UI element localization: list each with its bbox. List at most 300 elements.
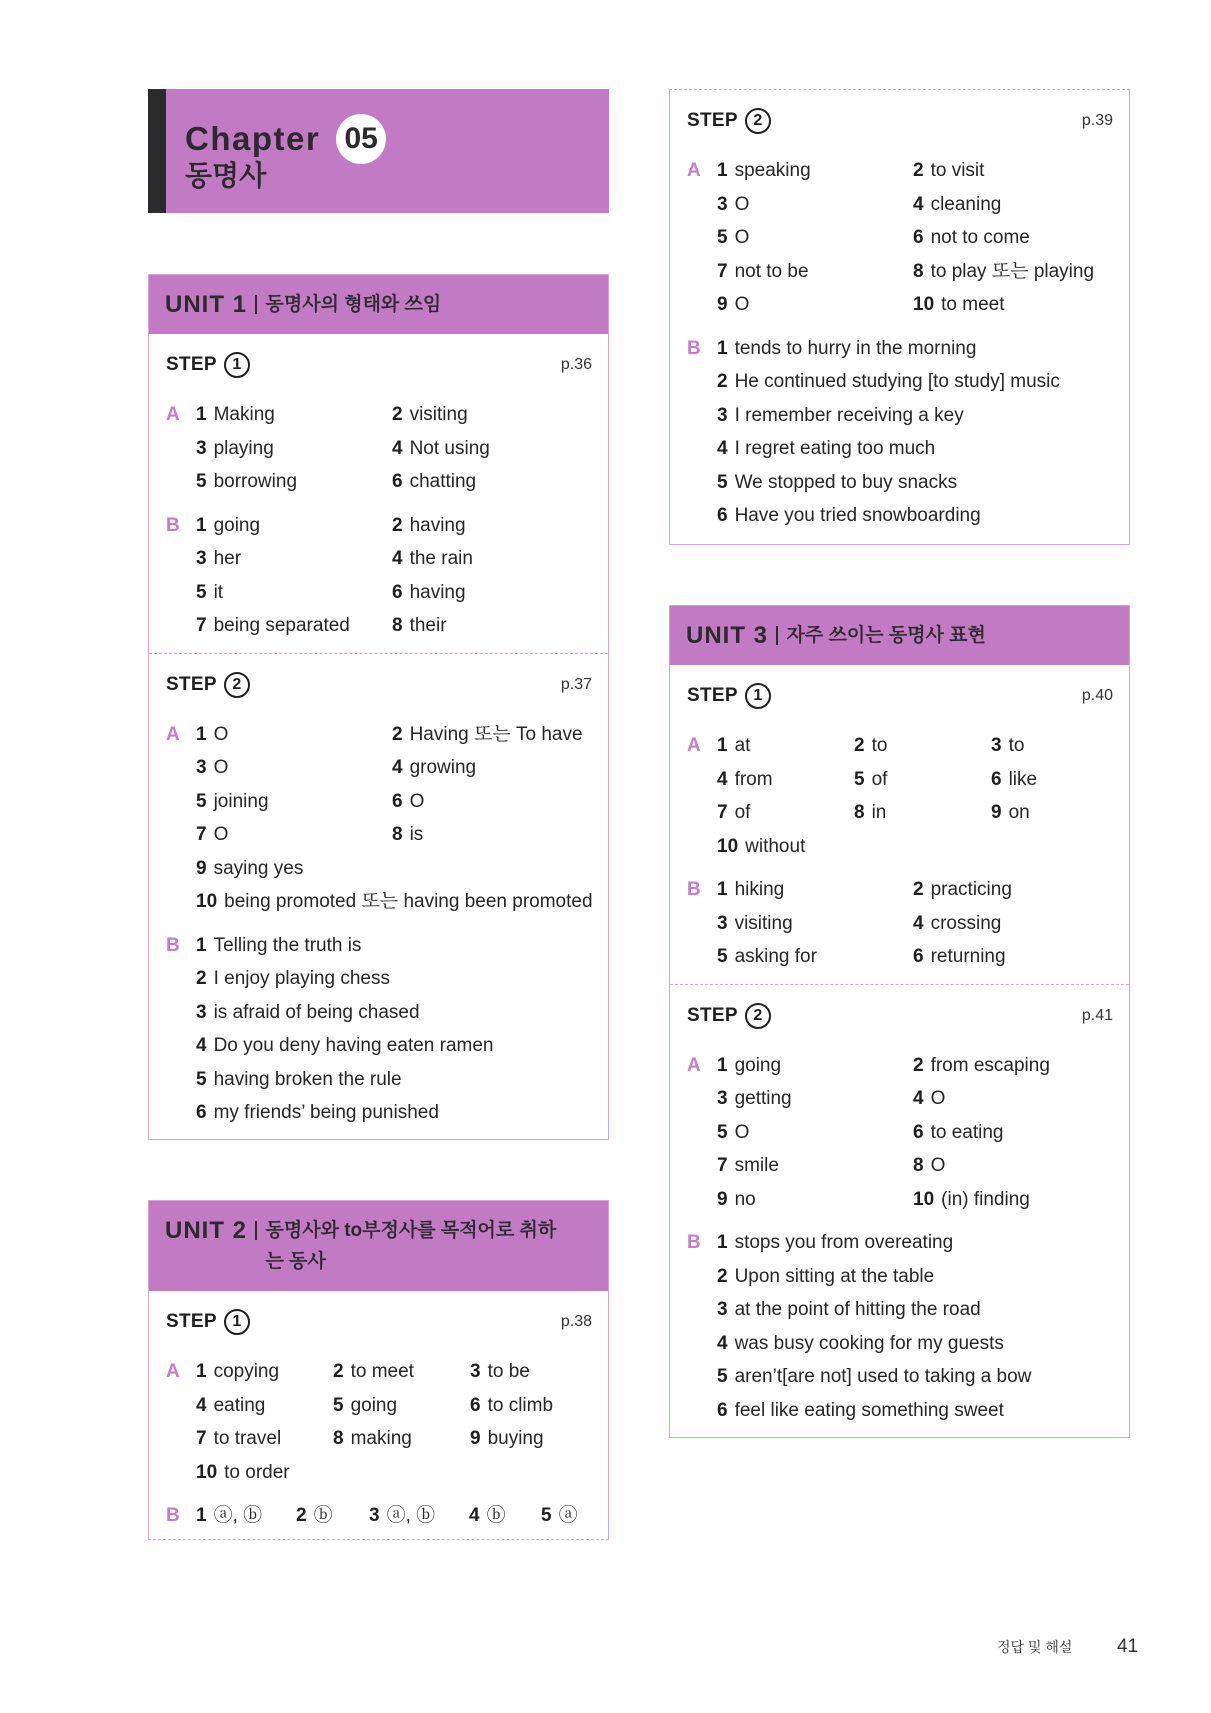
answer-number: 5	[196, 471, 207, 492]
group-letter: A	[687, 1054, 701, 1076]
answer-text: O	[213, 757, 229, 778]
answer-item	[717, 154, 913, 188]
answer-item	[717, 466, 1129, 500]
step-heading	[670, 104, 1129, 138]
answer-number: 6	[717, 505, 728, 526]
answer-item	[296, 1499, 369, 1533]
group-letter: A	[687, 735, 701, 756]
answer-text: it	[213, 581, 224, 603]
group-letter: B	[687, 1232, 701, 1253]
answer-item	[196, 1499, 296, 1533]
answer-number: 4	[717, 438, 728, 459]
answer-number: 3	[717, 912, 728, 934]
answer-text: to climb	[487, 1394, 554, 1416]
answer-item	[717, 1049, 913, 1083]
answer-number: 2	[392, 404, 403, 425]
answer-text: to travel	[213, 1428, 282, 1449]
answer-text: He continued studying [to study] music	[734, 371, 1060, 392]
step-heading	[149, 348, 608, 382]
answer-item	[717, 1149, 913, 1183]
answer-number: 8	[913, 1155, 924, 1176]
answer-number: 7	[196, 615, 207, 636]
answer-number: 1	[196, 934, 207, 956]
answer-item	[196, 542, 392, 576]
answer-number: 9	[991, 802, 1002, 823]
step-heading	[670, 679, 1129, 713]
answer-number: 6	[196, 1102, 207, 1123]
answer-number: 1	[196, 1505, 207, 1526]
group-letter: A	[687, 160, 701, 181]
answer-item	[392, 542, 608, 576]
answer-text: to eating	[930, 1121, 1004, 1143]
step-section	[149, 1291, 608, 1543]
step-number-badge: 1	[745, 683, 771, 709]
answer-item	[913, 1116, 1129, 1150]
answer-item	[470, 1389, 608, 1423]
answer-text: speaking	[734, 160, 811, 181]
answer-number: 3	[196, 437, 207, 459]
answer-item	[196, 1456, 333, 1490]
step-number-badge: 2	[745, 108, 771, 134]
answer-group	[670, 154, 1129, 322]
answer-item	[392, 718, 608, 752]
answer-number: 4	[717, 768, 728, 790]
header-divider	[255, 295, 257, 314]
answer-item	[717, 255, 913, 289]
answer-number: 4	[717, 1332, 728, 1354]
answer-item	[717, 729, 854, 763]
answer-number: 4	[913, 912, 924, 934]
answer-item	[392, 576, 608, 610]
answer-number: 5	[196, 581, 207, 603]
answer-list	[196, 398, 608, 499]
answer-text: her	[213, 548, 242, 569]
answer-number: 10	[196, 891, 218, 912]
answer-group	[670, 1049, 1129, 1217]
answer-number: 5	[717, 1121, 728, 1143]
answer-number: 4	[196, 1394, 207, 1416]
step-number-badge: 1	[224, 1309, 250, 1335]
answer-number: 6	[913, 1121, 924, 1143]
answer-item	[913, 188, 1129, 222]
answer-item	[913, 1149, 1129, 1183]
answer-item	[717, 907, 913, 941]
answer-number: 3	[196, 1001, 207, 1023]
answer-text: no	[734, 1188, 756, 1210]
answer-item	[196, 609, 392, 643]
header-divider	[255, 1221, 257, 1240]
step-label: STEP	[687, 1004, 738, 1026]
answer-text: to visit	[930, 160, 985, 181]
answer-text: O	[734, 1121, 750, 1143]
answer-text: We stopped to buy snacks	[734, 471, 958, 493]
answer-number: 5	[196, 790, 207, 812]
answer-number: 6	[392, 790, 403, 812]
answer-number: 2	[392, 723, 403, 745]
answer-text: O	[734, 294, 750, 315]
answer-text: O	[213, 824, 229, 845]
answer-number: 2	[196, 968, 207, 989]
chapter-heading	[185, 114, 386, 164]
answer-text: visiting	[409, 404, 468, 425]
answer-text: Telling the truth is	[213, 934, 362, 956]
answer-number: 2	[717, 371, 728, 392]
answer-text: ⓐ, ⓑ	[213, 1505, 263, 1526]
answer-text: chatting	[409, 471, 477, 492]
answer-number: 5	[717, 946, 728, 967]
answer-item	[717, 1226, 1129, 1260]
answer-number: 7	[717, 802, 728, 823]
answer-text: saying yes	[213, 857, 304, 879]
footer-section-label: 정답 및 해설	[997, 1639, 1073, 1655]
answer-item	[717, 1394, 1129, 1428]
answer-number: 3	[991, 735, 1002, 756]
answer-item	[717, 432, 1129, 466]
answer-item	[913, 1082, 1129, 1116]
answer-number: 6	[392, 471, 403, 492]
answer-item	[717, 1082, 913, 1116]
answer-text: to	[871, 735, 888, 756]
answer-item	[392, 509, 608, 543]
answer-text: having broken the rule	[213, 1068, 402, 1090]
answer-number: 6	[913, 227, 924, 248]
answer-list	[717, 729, 1129, 863]
answer-text: going	[734, 1054, 782, 1076]
unit-header	[149, 1201, 608, 1291]
unit-2-continued-box	[669, 89, 1130, 545]
answer-text: asking for	[734, 946, 817, 967]
answer-item	[854, 729, 991, 763]
page-reference: p.37	[560, 675, 592, 693]
unit-label: UNIT 1	[165, 291, 248, 318]
answer-item	[392, 818, 608, 852]
answer-text: I enjoy playing chess	[213, 968, 390, 989]
group-letter: A	[166, 1361, 180, 1382]
answer-text: I remember receiving a key	[734, 404, 964, 426]
answer-number: 3	[470, 1361, 481, 1382]
answer-number: 7	[196, 1428, 207, 1449]
answer-number: 2	[333, 1361, 344, 1382]
answer-text: feel like eating something sweet	[734, 1399, 1004, 1421]
answer-text: O	[734, 227, 750, 248]
chapter-number-badge: 05	[336, 114, 386, 164]
answer-item	[470, 1422, 608, 1456]
answer-text: practicing	[930, 879, 1012, 900]
answer-text: tends to hurry in the morning	[734, 337, 977, 359]
answer-number: 10	[717, 835, 739, 857]
answer-item	[196, 929, 608, 963]
answer-number: 5	[541, 1505, 552, 1526]
answer-text: buying	[487, 1428, 544, 1449]
answer-list	[196, 718, 608, 919]
page-reference: p.39	[1081, 112, 1113, 129]
answer-item	[196, 1096, 608, 1130]
answer-item	[392, 465, 608, 499]
answer-text: cleaning	[930, 193, 1002, 215]
answer-item	[196, 785, 392, 819]
answer-item	[913, 221, 1129, 255]
answer-number: 4	[392, 757, 403, 778]
step-heading	[149, 1305, 608, 1339]
answer-number: 4	[392, 548, 403, 569]
answer-text: like	[1008, 768, 1038, 790]
answer-item	[196, 432, 392, 466]
answer-text: stops you from overeating	[734, 1232, 954, 1253]
step-label: STEP	[687, 110, 738, 131]
answer-text: on	[1008, 802, 1030, 823]
answer-item	[717, 1327, 1129, 1361]
answer-item	[333, 1355, 470, 1389]
answer-item	[717, 940, 913, 974]
answer-item	[913, 255, 1129, 289]
answer-number: 4	[392, 437, 403, 459]
answer-text: of	[871, 768, 888, 790]
answer-item	[717, 221, 913, 255]
answer-list	[717, 873, 1129, 974]
answer-item	[717, 365, 1129, 399]
answer-item	[854, 763, 991, 797]
answer-item	[717, 1116, 913, 1150]
answer-number: 2	[913, 879, 924, 900]
answer-text: my friends’ being punished	[213, 1102, 439, 1123]
answer-text: Upon sitting at the table	[734, 1265, 935, 1287]
answer-text: was busy cooking for my guests	[734, 1332, 1004, 1354]
answer-text: being separated	[213, 615, 350, 636]
answer-text: I regret eating too much	[734, 438, 936, 459]
answer-text: Having 또는 To have	[409, 723, 583, 745]
answer-number: 5	[854, 768, 865, 790]
answer-item	[913, 1049, 1129, 1083]
group-letter: B	[687, 337, 701, 359]
answer-group	[149, 509, 608, 643]
step-label: STEP	[166, 354, 217, 375]
unit-3-box	[669, 605, 1130, 1438]
group-letter: A	[166, 723, 180, 745]
answer-text: Not using	[409, 437, 490, 459]
answer-group	[670, 1226, 1129, 1427]
answer-group	[149, 1499, 608, 1533]
answer-item	[392, 751, 608, 785]
answer-number: 5	[717, 471, 728, 493]
step-label: STEP	[687, 685, 738, 706]
answer-list	[196, 929, 608, 1130]
answer-number: 5	[196, 1068, 207, 1090]
chapter-label: Chapter	[185, 120, 321, 157]
answer-item	[333, 1389, 470, 1423]
step-section	[670, 984, 1129, 1438]
answer-number: 1	[196, 1361, 207, 1382]
answer-text: not to be	[734, 260, 809, 282]
page-reference: p.41	[1081, 1006, 1113, 1024]
answer-item	[541, 1499, 608, 1533]
answer-number: 2	[392, 514, 403, 536]
answer-item	[196, 576, 392, 610]
answer-group	[149, 398, 608, 499]
answer-item	[913, 873, 1129, 907]
answer-number: 1	[717, 160, 728, 181]
answer-text: from escaping	[930, 1054, 1050, 1076]
answer-group	[670, 729, 1129, 863]
answer-list	[717, 332, 1129, 533]
answer-text: joining	[213, 790, 269, 812]
answer-number: 3	[717, 193, 728, 215]
answer-item	[196, 962, 608, 996]
answer-text: to play 또는 playing	[930, 260, 1095, 282]
answer-item	[392, 609, 608, 643]
answer-number: 3	[717, 1088, 728, 1109]
answer-number: 6	[991, 768, 1002, 790]
answer-list	[196, 1355, 608, 1489]
answer-item	[196, 852, 608, 886]
answer-text: O	[734, 193, 750, 215]
answer-item	[196, 1029, 608, 1063]
header-divider	[776, 626, 778, 645]
answer-item	[991, 729, 1129, 763]
answer-item	[717, 830, 854, 864]
answer-text: smile	[734, 1155, 779, 1176]
answer-number: 10	[196, 1461, 218, 1483]
step-number-badge: 1	[224, 352, 250, 378]
step-label: STEP	[166, 673, 217, 695]
answer-item	[392, 785, 608, 819]
answer-group	[149, 929, 608, 1130]
answer-number: 4	[469, 1505, 480, 1526]
answer-number: 2	[717, 1265, 728, 1287]
answer-number: 1	[717, 1232, 728, 1253]
answer-text: aren’t[are not] used to taking a bow	[734, 1366, 1032, 1387]
answer-list	[717, 1049, 1129, 1217]
answer-item	[333, 1422, 470, 1456]
answer-text: at the point of hitting the road	[734, 1299, 981, 1320]
group-letter: A	[166, 404, 180, 425]
answer-number: 1	[717, 879, 728, 900]
answer-number: 6	[392, 581, 403, 603]
answer-item	[717, 796, 854, 830]
answer-text: ⓐ	[558, 1505, 578, 1526]
answer-number: 7	[717, 1155, 728, 1176]
answer-text: is	[409, 824, 424, 845]
answer-number: 6	[717, 1399, 728, 1421]
answer-item	[913, 154, 1129, 188]
unit-label: UNIT 3	[686, 622, 769, 649]
answer-list	[196, 1499, 608, 1533]
answer-item	[196, 718, 392, 752]
group-letter: B	[166, 1505, 180, 1526]
answer-item	[913, 907, 1129, 941]
answer-number: 10	[913, 1188, 935, 1210]
answer-text: being promoted 또는 having been promoted	[224, 891, 593, 912]
answer-item	[717, 499, 1129, 533]
answer-text: O	[930, 1088, 946, 1109]
answer-number: 8	[854, 802, 865, 823]
group-letter: B	[687, 879, 701, 900]
answer-number: 9	[717, 1188, 728, 1210]
unit-header	[670, 606, 1129, 665]
answer-list	[717, 1226, 1129, 1427]
answer-number: 2	[296, 1505, 307, 1526]
chapter-accent-bar	[148, 89, 166, 213]
answer-text: having	[409, 581, 466, 603]
group-letter: B	[166, 514, 180, 536]
answer-item	[196, 1422, 333, 1456]
answer-number: 9	[470, 1428, 481, 1449]
answer-number: 1	[717, 735, 728, 756]
answer-text: the rain	[409, 548, 473, 569]
answer-item	[196, 885, 608, 919]
unit-header	[149, 275, 608, 334]
unit-title: 동명사의 형태와 쓰임	[265, 294, 442, 315]
step-number-badge: 2	[745, 1003, 771, 1029]
page-reference: p.36	[560, 356, 592, 373]
answer-number: 8	[333, 1428, 344, 1449]
step-section	[670, 90, 1129, 543]
answer-number: 1	[717, 1054, 728, 1076]
answer-text: getting	[734, 1088, 792, 1109]
answer-text: at	[734, 735, 751, 756]
answer-item	[717, 873, 913, 907]
answer-item	[717, 1360, 1129, 1394]
answer-number: 1	[196, 404, 207, 425]
answer-number: 8	[392, 615, 403, 636]
step-section	[149, 653, 608, 1140]
answer-number: 4	[196, 1035, 207, 1056]
answer-item	[196, 1355, 333, 1389]
answer-text: Have you tried snowboarding	[734, 505, 981, 526]
unit-2-box	[148, 1200, 609, 1540]
answer-item	[913, 1183, 1129, 1217]
answer-number: 1	[196, 514, 207, 536]
answer-item	[717, 399, 1129, 433]
answer-group	[149, 1355, 608, 1489]
answer-item	[196, 751, 392, 785]
page-reference: p.38	[560, 1313, 592, 1330]
answer-item	[369, 1499, 469, 1533]
answer-item	[717, 332, 1129, 366]
answer-list	[717, 154, 1129, 322]
answer-item	[717, 1293, 1129, 1327]
answer-text: hiking	[734, 879, 785, 900]
unit-label: UNIT 2	[165, 1217, 248, 1244]
answer-text: growing	[409, 757, 477, 778]
answer-number: 3	[196, 548, 207, 569]
answer-text: visiting	[734, 912, 793, 934]
answer-item	[196, 1063, 608, 1097]
answer-number: 4	[913, 193, 924, 215]
answer-text: playing	[213, 437, 274, 459]
answer-text: going	[213, 514, 261, 536]
answer-item	[469, 1499, 541, 1533]
group-letter: B	[166, 934, 180, 956]
answer-number: 9	[196, 857, 207, 879]
answer-number: 3	[717, 1299, 728, 1320]
answer-text: ⓑ	[486, 1505, 506, 1526]
answer-item	[392, 398, 608, 432]
answer-item	[196, 509, 392, 543]
answer-number: 8	[392, 824, 403, 845]
chapter-header	[148, 89, 609, 213]
answer-number: 1	[717, 337, 728, 359]
answer-number: 2	[913, 160, 924, 181]
answer-text: O	[409, 790, 425, 812]
answer-text: Making	[213, 404, 275, 425]
answer-text: is afraid of being chased	[213, 1001, 420, 1023]
answer-number: 9	[717, 294, 728, 315]
answer-text: of	[734, 802, 751, 823]
step-heading	[149, 668, 608, 702]
answer-text: O	[213, 723, 229, 745]
answer-item	[991, 796, 1129, 830]
answer-text: (in) finding	[941, 1188, 1030, 1210]
